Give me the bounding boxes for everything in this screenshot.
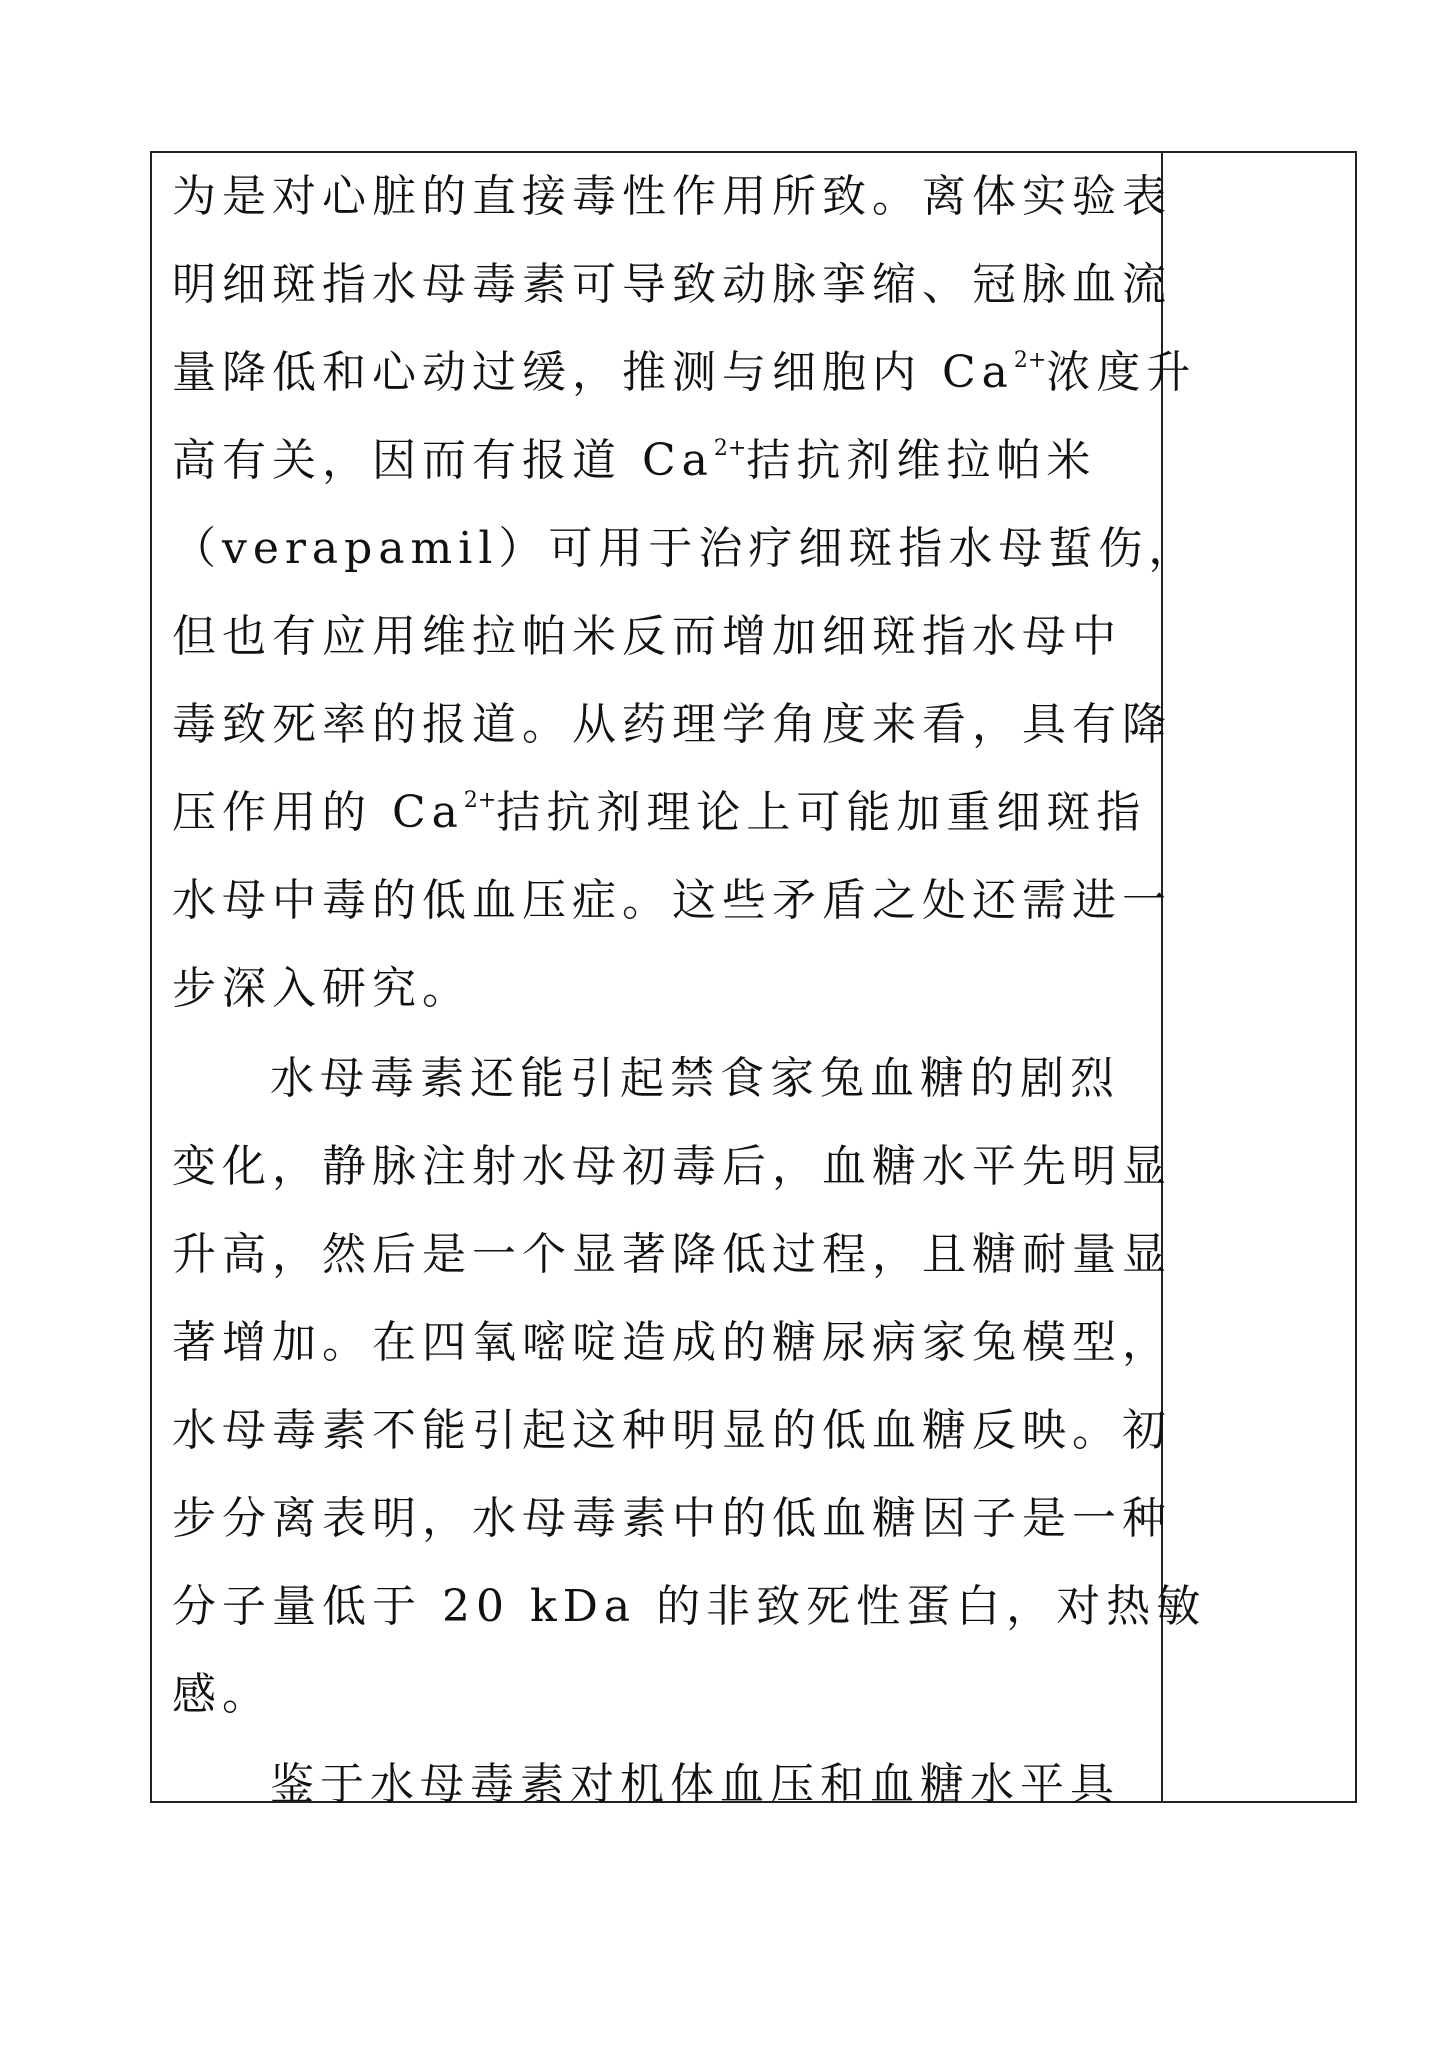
text-line: 感。 <box>172 1669 272 1720</box>
text-line: 高有关，因而有报道 $Ca^{2+}$拮抗剂维拉帕米 <box>172 435 1097 486</box>
text-line: 升高，然后是一个显著降低过程，且糖耐量显 <box>172 1229 1172 1280</box>
text-line: 毒致死率的报道。从药理学角度来看，具有降 <box>172 699 1172 750</box>
text-line: 量降低和心动过缓，推测与细胞内 $Ca^{2+}$浓度升 <box>172 347 1197 398</box>
text-line: 水母中毒的低血压症。这些矛盾之处还需进一 <box>172 875 1172 926</box>
text-line: 压作用的 $Ca^{2+}$拮抗剂理论上可能加重细斑指 <box>172 787 1147 838</box>
text-line: 步深入研究。 <box>172 963 472 1014</box>
text-line: 为是对心脏的直接毒性作用所致。离体实验表 <box>172 171 1172 222</box>
text-line: 但也有应用维拉帕米反而增加细斑指水母中 <box>172 611 1122 662</box>
text-cell <box>152 153 1207 1810</box>
document-table <box>150 151 1357 1810</box>
text-line: 步分离表明，水母毒素中的低血糖因子是一种 <box>172 1493 1172 1544</box>
text-line: （verapamil）可用于治疗细斑指水母蜇伤， <box>172 523 1199 574</box>
empty-side-cell <box>1163 153 1355 1801</box>
text-line: 水母毒素不能引起这种明显的低血糖反映。初 <box>172 1405 1172 1456</box>
paragraph-first-line: 鉴于水母毒素对机体血压和血糖水平具 <box>270 1759 1120 1810</box>
text-line: 著增加。在四氧嘧啶造成的糖尿病家兔模型， <box>172 1317 1172 1368</box>
text-line: 变化，静脉注射水母初毒后，血糖水平先明显 <box>172 1141 1172 1192</box>
text-line: 分子量低于 20 kDa 的非致死性蛋白，对热敏 <box>172 1581 1207 1632</box>
paragraph-first-line: 水母毒素还能引起禁食家兔血糖的剧烈 <box>270 1053 1120 1104</box>
text-line: 明细斑指水母毒素可导致动脉挛缩、冠脉血流 <box>172 259 1172 310</box>
